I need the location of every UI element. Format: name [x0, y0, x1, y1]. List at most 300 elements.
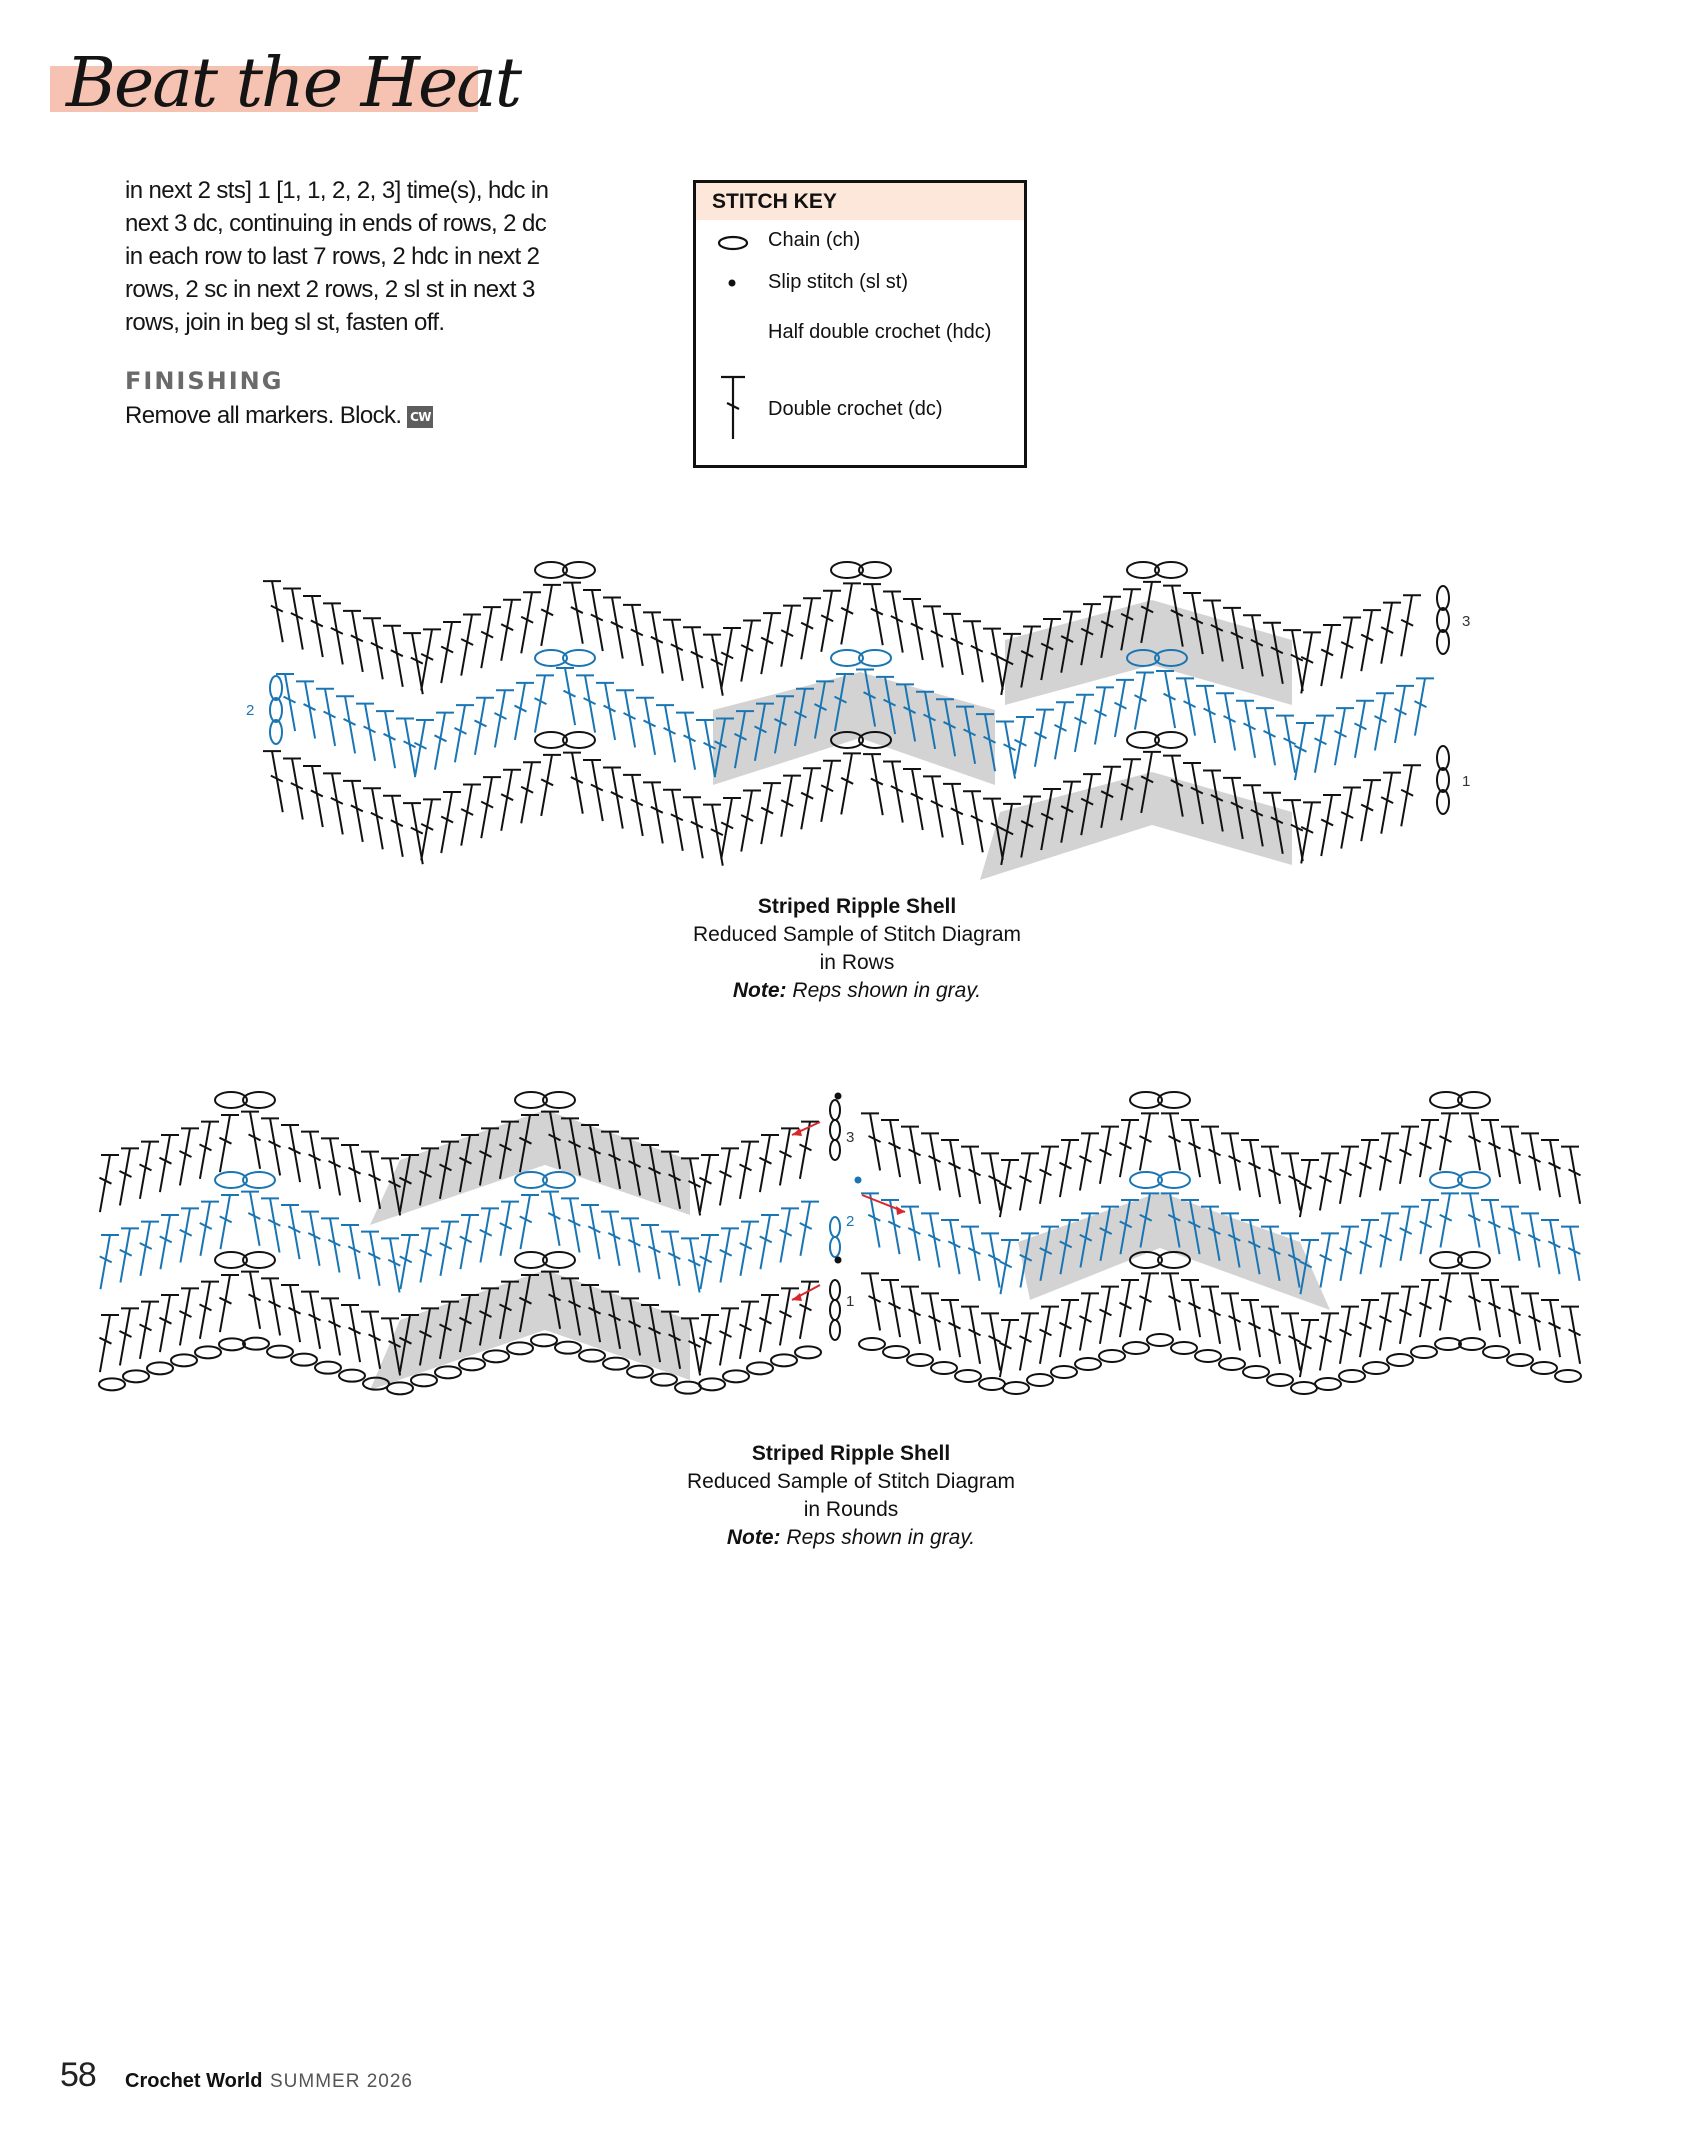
dc-stitch-icon: [1320, 1233, 1339, 1287]
dc-stitch-icon: [1301, 632, 1321, 693]
peak-chain-icon: [515, 1172, 575, 1188]
dc-stitch-icon: [800, 1202, 819, 1256]
dc-stitch-icon: [1094, 687, 1114, 744]
chain-icon: [99, 1378, 125, 1390]
dc-stitch-icon: [1221, 1133, 1241, 1190]
dc-stitch-icon: [1461, 1273, 1481, 1330]
dc-stitch-icon: [779, 1128, 799, 1185]
dc-stitch-icon: [241, 1192, 260, 1246]
finishing-instruction: Remove all markers. Block.: [125, 402, 402, 429]
chain-icon: [123, 1370, 149, 1382]
dc-stitch-icon: [1099, 1287, 1119, 1344]
dc-stitch-icon: [396, 719, 416, 776]
page-number: 58: [60, 2056, 96, 2094]
dc-stitch-icon: [1399, 1127, 1419, 1184]
dc-stitch-icon: [480, 1208, 499, 1262]
dc-stitch-icon: [721, 798, 741, 859]
dc-stitch-icon: [1374, 693, 1394, 750]
dc-stitch-icon: [403, 633, 423, 694]
dc-stitch-icon: [943, 784, 963, 845]
dc-stitch-icon: [556, 668, 576, 725]
page-title: Beat the Heat: [66, 44, 521, 123]
chain-icon: [1051, 1366, 1077, 1378]
dc-stitch-icon: [801, 768, 821, 829]
dc-stitch-icon: [1419, 1120, 1439, 1177]
dc-stitch-icon: [321, 1218, 340, 1272]
chain-icon: [435, 1366, 461, 1378]
dc-stitch-icon: [414, 720, 434, 777]
caption-rows-note-label: Note:: [732, 979, 787, 1002]
dc-stitch-icon: [119, 1148, 139, 1205]
dc-stitch-icon: [321, 1298, 341, 1355]
foundation-chain: [99, 1334, 1581, 1394]
dc-stitch-icon: [643, 612, 663, 673]
slip-stitch-icon: [724, 275, 740, 291]
dc-stitch-icon: [981, 1153, 1001, 1210]
dc-stitch-icon: [301, 1292, 321, 1349]
chain-icon: [579, 1350, 605, 1362]
dc-stitch-icon: [140, 1222, 159, 1276]
dc-stitch-icon: [759, 1135, 779, 1192]
dc-stitch-icon: [861, 1273, 881, 1330]
dc-stitch-icon: [1541, 1140, 1561, 1197]
dc-stitch-icon: [403, 803, 423, 864]
caption-rounds-line1: Reduced Sample of Stitch Diagram: [687, 1470, 1015, 1493]
chain-icon: [795, 1346, 821, 1358]
chain-icon: [1555, 1370, 1581, 1382]
peak-chain-icon: [535, 732, 595, 748]
key-label-slip-stitch: Slip stitch (sl st): [768, 271, 909, 293]
dc-stitch-icon: [1301, 802, 1321, 863]
dc-stitch-icon: [383, 626, 403, 687]
dc-stitch-icon: [1561, 1227, 1580, 1281]
dc-stitch-icon: [996, 722, 1016, 779]
dc-stitch-icon: [1381, 773, 1401, 834]
instruction-line: in next 2 sts] 1 [1, 1, 2, 2, 3] time(s), hdc in: [125, 177, 549, 204]
dc-stitch-icon: [139, 1142, 159, 1199]
dc-stitch-icon: [1181, 1280, 1201, 1337]
stitch-diagram-rounds: [0, 1080, 1700, 1430]
dc-stitch-icon: [841, 753, 861, 814]
dc-stitch-icon: [661, 1232, 680, 1286]
dc-stitch-icon: [760, 1215, 779, 1269]
dc-stitch-icon: [1361, 780, 1381, 841]
dc-stitch-icon: [941, 1140, 961, 1197]
dc-stitch-icon: [323, 773, 343, 834]
key-label-chain: Chain (ch): [768, 229, 861, 251]
dc-stitch-icon: [336, 696, 356, 753]
dc-stitch-icon: [383, 796, 403, 857]
dc-stitch-icon: [219, 1115, 239, 1172]
dc-stitch-icon: [676, 713, 696, 770]
chain-icon: [1123, 1342, 1149, 1354]
dc-stitch-icon: [1241, 1300, 1261, 1357]
dc-stitch-icon: [1196, 686, 1216, 743]
chain-icon: [771, 1354, 797, 1366]
dc-stitch-icon: [361, 1152, 381, 1209]
dc-stitch-icon: [983, 629, 1003, 690]
dc-stitch-icon: [1039, 1307, 1059, 1364]
dc-stitch-icon: [1256, 708, 1276, 765]
dc-stitch-icon: [921, 1293, 941, 1350]
chain-icon: [1219, 1358, 1245, 1370]
caption-rows-line2: in Rows: [819, 951, 895, 974]
dc-stitch-icon: [501, 600, 521, 661]
dc-stitch-icon: [961, 1227, 980, 1281]
dc-stitch-icon: [683, 627, 703, 688]
dc-stitch-icon: [1201, 1127, 1221, 1184]
dc-stitch-icon: [1339, 1147, 1359, 1204]
dc-stitch-icon: [341, 1225, 360, 1279]
dc-stitch-icon: [1439, 1273, 1459, 1330]
dc-stitch-icon: [603, 767, 623, 828]
chain-icon: [955, 1370, 981, 1382]
dc-stitch-icon: [703, 635, 723, 696]
dc-stitch-icon: [643, 782, 663, 843]
dc-stitch-icon: [1399, 1287, 1419, 1344]
dc-stitch-icon: [179, 1128, 199, 1185]
dc-stitch-icon: [1401, 765, 1421, 826]
dc-stitch-icon: [961, 1147, 981, 1204]
dc-stitch-icon: [1341, 618, 1361, 679]
chain-icon: [459, 1358, 485, 1370]
dc-stitch-icon: [1394, 686, 1414, 743]
chain-icon: [411, 1374, 437, 1386]
dc-stitch-icon: [301, 1132, 321, 1189]
dc-stitch-icon: [861, 1113, 881, 1170]
dc-stitch-icon: [883, 762, 903, 823]
dc-stitch-icon: [1139, 1113, 1159, 1170]
dc-stitch-icon: [1134, 672, 1154, 729]
dc-stitch-icon: [1261, 1307, 1281, 1364]
dc-stitch-icon: [1161, 1273, 1181, 1330]
row-label-2: 2: [246, 702, 255, 719]
caption-rounds-note-label: Note:: [726, 1526, 781, 1549]
dc-stitch-icon: [139, 1302, 159, 1359]
dc-stitch-icon: [1341, 788, 1361, 849]
dc-stitch-icon: [963, 621, 983, 682]
chain-icon: [1387, 1354, 1413, 1366]
dc-stitch-icon: [1561, 1147, 1581, 1204]
dc-stitch-icon: [199, 1122, 219, 1179]
chain-icon: [1483, 1346, 1509, 1358]
chain-icon: [1075, 1358, 1101, 1370]
chain-icon: [1195, 1350, 1221, 1362]
dc-stitch-icon: [1380, 1213, 1399, 1267]
caption-rounds-title: Striped Ripple Shell: [751, 1442, 951, 1465]
peak-chain-icon: [535, 562, 595, 578]
dc-stitch-icon: [576, 675, 596, 732]
dc-stitch-icon: [441, 622, 461, 683]
dc-stitch-icon: [739, 1302, 759, 1359]
dc-stitch-icon: [1319, 1153, 1339, 1210]
dc-stitch-icon: [1236, 701, 1256, 758]
dc-stitch-icon: [454, 705, 474, 762]
dc-stitch-icon: [341, 1145, 361, 1202]
dc-stitch-icon: [500, 1202, 519, 1256]
dc-stitch-icon: [563, 753, 583, 814]
dc-stitch-icon: [1221, 1293, 1241, 1350]
dc-stitch-icon: [903, 599, 923, 660]
dc-stitch-icon: [120, 1228, 139, 1282]
dc-stitch-icon: [1359, 1140, 1379, 1197]
dc-stitch-icon: [759, 1295, 779, 1352]
dc-stitch-icon: [943, 614, 963, 675]
dc-stitch-icon: [781, 776, 801, 837]
dc-stitch-icon: [1461, 1113, 1481, 1170]
dc-stitch-icon: [583, 760, 603, 821]
dc-stitch-icon: [1000, 1240, 1019, 1294]
dc-stitch-icon: [281, 1205, 300, 1259]
dc-stitch-icon: [923, 606, 943, 667]
dc-stitch-icon: [434, 713, 454, 770]
dc-stitch-icon: [681, 1238, 700, 1292]
dc-stitch-icon: [841, 583, 861, 644]
dc-stitch-icon: [1339, 1307, 1359, 1364]
chain-icon: [1171, 1342, 1197, 1354]
dc-stitch-icon: [381, 1238, 400, 1292]
dc-stitch-icon: [1181, 1120, 1201, 1177]
dc-stitch-icon: [700, 1235, 719, 1289]
stitch-key-title: STITCH KEY: [696, 183, 1024, 220]
chain-icon: [747, 1362, 773, 1374]
magazine-name: Crochet World: [125, 2070, 263, 2092]
dc-stitch-icon: [219, 1275, 239, 1332]
dc-stitch-icon: [263, 581, 283, 642]
dc-stitch-icon: [921, 1213, 940, 1267]
dc-stitch-icon: [283, 589, 303, 650]
chain-icon: [1411, 1346, 1437, 1358]
dc-stitch-icon: [1161, 1113, 1181, 1170]
chain-icon: [315, 1362, 341, 1374]
dc-stitch-icon: [1321, 625, 1341, 686]
dc-stitch-icon: [263, 751, 283, 812]
dc-stitch-icon: [999, 1320, 1019, 1377]
dc-stitch-icon: [1139, 1273, 1159, 1330]
dc-stitch-icon: [261, 1118, 281, 1175]
chain-icon: [931, 1362, 957, 1374]
dc-stitch-icon: [421, 629, 441, 690]
dc-stitch-icon: [941, 1220, 960, 1274]
rep-highlights: [370, 1110, 1330, 1390]
instruction-line: next 3 dc, continuing in ends of rows, 2 dc: [125, 210, 547, 237]
dc-stitch-icon: [699, 1315, 719, 1372]
dc-stitch-icon: [323, 603, 343, 664]
dc-stitch-icon: [603, 597, 623, 658]
chain-icon: [1363, 1362, 1389, 1374]
dc-stitch-icon: [159, 1295, 179, 1352]
dc-stitch-icon: [623, 775, 643, 836]
stitch-diagram-rows: [0, 560, 1700, 890]
dc-stitch-icon: [1114, 680, 1134, 737]
caption-rounds-note: [551, 1524, 1151, 1552]
dc-stitch-icon: [1294, 723, 1314, 780]
chain-icon: [339, 1370, 365, 1382]
dc-stitch-icon: [363, 618, 383, 679]
dc-stitch-icon: [1501, 1127, 1521, 1184]
chain-icon: [531, 1334, 557, 1346]
chain-icon: [1243, 1366, 1269, 1378]
dc-stitch-icon: [440, 1222, 459, 1276]
dc-stitch-icon: [376, 711, 396, 768]
caption-rows-note: [557, 977, 1157, 1005]
dc-stitch-icon: [999, 1160, 1019, 1217]
dc-stitch-icon: [361, 1232, 380, 1286]
peak-chain-icon: [831, 562, 891, 578]
dc-stitch-icon: [520, 1195, 539, 1249]
dc-stitch-icon: [481, 607, 501, 668]
dc-stitch-icon: [541, 755, 561, 816]
dc-stitch-icon: [1059, 1140, 1079, 1197]
peak-chain-icon: [1430, 1172, 1490, 1188]
chain-icon: [1507, 1354, 1533, 1366]
chain-icon: [1339, 1370, 1365, 1382]
dc-stitch-icon: [400, 1235, 419, 1289]
chain-icon: [979, 1378, 1005, 1390]
row-label-1: 1: [1462, 773, 1471, 790]
dc-stitch-icon: [200, 1202, 219, 1256]
dc-stitch-icon: [1340, 1227, 1359, 1281]
dc-stitch-icon: [1521, 1293, 1541, 1350]
dc-stitch-icon: [1261, 1147, 1281, 1204]
dc-stitch-icon: [901, 1127, 921, 1184]
dc-stitch-icon: [296, 681, 316, 738]
dc-stitch-icon: [719, 1308, 739, 1365]
dc-stitch-icon: [863, 754, 883, 815]
dc-stitch-icon: [420, 1228, 439, 1282]
dc-stitch-icon: [616, 690, 636, 747]
dc-stitch-icon: [1201, 1287, 1221, 1344]
dc-stitch-icon: [474, 698, 494, 755]
issue-name: SUMMER 2026: [270, 2071, 413, 2092]
dc-stitch-icon: [514, 683, 534, 740]
dc-stitch-icon: [281, 1285, 301, 1342]
dc-stitch-icon: [160, 1215, 179, 1269]
dc-stitch-icon: [963, 791, 983, 852]
caption-rounds: [551, 1440, 1151, 1552]
dc-stitch-icon: [301, 1212, 320, 1266]
dc-stitch-icon: [739, 1142, 759, 1199]
dc-stitch-icon: [1439, 1113, 1459, 1170]
instruction-line: rows, 2 sc in next 2 rows, 2 sl st in next 3: [125, 276, 535, 303]
dc-stitch-icon: [1379, 1133, 1399, 1190]
dc-stitch-icon: [460, 1215, 479, 1269]
chain-icon: [1315, 1378, 1341, 1390]
dc-stitch-icon: [981, 1233, 1000, 1287]
dc-stitch-icon: [501, 770, 521, 831]
chain-icon: [507, 1342, 533, 1354]
dc-stitch-icon: [761, 783, 781, 844]
chain-icon: [483, 1350, 509, 1362]
dc-stitch-icon: [1034, 710, 1054, 767]
dc-stitch-icon: [703, 805, 723, 866]
dc-stitch-icon: [1074, 695, 1094, 752]
dc-stitch-icon: [596, 683, 616, 740]
dc-stitch-icon: [821, 761, 841, 822]
chain-icon: [651, 1374, 677, 1386]
dc-stitch-icon: [1079, 1293, 1099, 1350]
dc-stitch-icon: [881, 1120, 901, 1177]
dc-stitch-icon: [1156, 671, 1176, 728]
dc-stitch-icon: [1176, 678, 1196, 735]
dc-stitch-icon: [1521, 1133, 1541, 1190]
round-label-3: 3: [846, 1129, 855, 1146]
dc-stitch-icon: [1099, 1127, 1119, 1184]
dc-stitch-icon: [721, 628, 741, 689]
dc-stitch-icon: [921, 1133, 941, 1190]
dc-stitch-icon: [780, 1208, 799, 1262]
dc-stitch-icon: [901, 1287, 921, 1344]
stitch-key-box: [693, 180, 1027, 468]
dc-stitch-icon: [1481, 1280, 1501, 1337]
double-crochet-icon: [716, 373, 750, 443]
chain-icon: [1291, 1382, 1317, 1394]
dc-stitch-icon: [1541, 1300, 1561, 1357]
chain-icon: [603, 1358, 629, 1370]
dc-stitch-icon: [100, 1235, 119, 1289]
dc-stitch-icon: [159, 1135, 179, 1192]
caption-rows: [557, 893, 1157, 1005]
dc-stitch-icon: [801, 598, 821, 659]
dc-stitch-icon: [781, 606, 801, 667]
chain-icon: [716, 233, 750, 253]
dc-stitch-icon: [1039, 1147, 1059, 1204]
dc-stitch-icon: [961, 1307, 981, 1364]
dc-stitch-icon: [481, 777, 501, 838]
dc-stitch-icon: [1299, 1320, 1319, 1377]
chain-icon: [699, 1378, 725, 1390]
chain-icon: [147, 1362, 173, 1374]
dc-stitch-icon: [199, 1282, 219, 1339]
dc-stitch-icon: [1321, 795, 1341, 856]
dc-stitch-icon: [1541, 1220, 1560, 1274]
chain-icon: [555, 1342, 581, 1354]
dc-stitch-icon: [356, 704, 376, 761]
chain-icon: [291, 1354, 317, 1366]
instruction-line: rows, join in beg sl st, fasten off.: [125, 309, 445, 336]
dc-stitch-icon: [1501, 1287, 1521, 1344]
dc-stitch-icon: [1334, 708, 1354, 765]
peak-chain-icon: [1430, 1092, 1490, 1108]
dc-stitch-icon: [1054, 702, 1074, 759]
dc-stitch-icon: [1379, 1293, 1399, 1350]
dc-stitch-icon: [740, 1222, 759, 1276]
dc-stitch-icon: [1561, 1307, 1581, 1364]
key-label-hdc: Half double crochet (hdc): [768, 321, 992, 343]
chain-icon: [1147, 1334, 1173, 1346]
dc-stitch-icon: [1400, 1207, 1419, 1261]
dc-stitch-icon: [901, 1207, 920, 1261]
dc-stitch-icon: [1319, 1313, 1339, 1370]
dc-stitch-icon: [621, 1218, 640, 1272]
dc-stitch-icon: [321, 1138, 341, 1195]
cw-end-badge: CW: [407, 406, 433, 428]
dc-stitch-icon: [1019, 1313, 1039, 1370]
dc-stitch-icon: [1481, 1200, 1500, 1254]
chain-icon: [1267, 1374, 1293, 1386]
caption-rows-note-text: Reps shown in gray.: [786, 979, 982, 1002]
chain-icon: [907, 1354, 933, 1366]
dc-stitch-icon: [363, 788, 383, 849]
dc-stitch-icon: [563, 583, 583, 644]
peak-chain-icon: [515, 1092, 575, 1108]
dc-stitch-icon: [1381, 603, 1401, 664]
half-double-crochet-icon: [718, 311, 748, 345]
caption-rounds-line2: in Rounds: [803, 1498, 899, 1521]
dc-stitch-icon: [303, 766, 323, 827]
round-label-2: 2: [846, 1213, 855, 1230]
peak-chain-icon: [1430, 1252, 1490, 1268]
